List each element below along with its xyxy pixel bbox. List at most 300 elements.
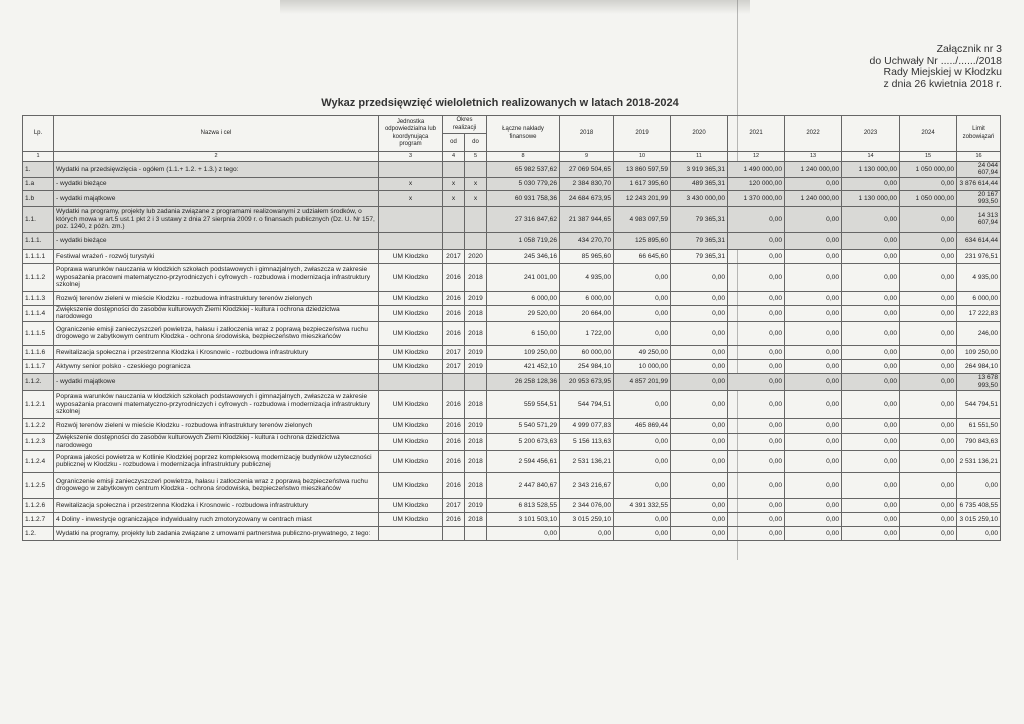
cell-y2021: 0,00 — [728, 249, 785, 263]
cell-from: 2016 — [443, 305, 465, 321]
cell-y2024: 0,00 — [900, 418, 957, 433]
cell-total: 26 258 128,36 — [487, 373, 560, 390]
table-row — [23, 263, 1001, 291]
cell-from: 2017 — [443, 249, 465, 263]
cell-y2021: 0,00 — [728, 321, 785, 345]
cell-from: 2016 — [443, 433, 465, 450]
cell-name: Poprawa warunków nauczania w kłodzkich szkołach podstawowych i gimnazjalnych, zwłaszcza w zakresie wyposażania pracowni matematyczno-przyrodniczych i cyfrowych - rozbudowa i modernizacja infrastruktury szkolnej — [54, 390, 379, 418]
cell-limit: 231 976,51 — [957, 249, 1001, 263]
table-row — [23, 359, 1001, 373]
cell-y2020: 3 430 000,00 — [671, 190, 728, 206]
cell-lp: 1.1.2.5 — [23, 472, 54, 498]
cell-from: 2016 — [443, 512, 465, 526]
cell-y2018: 20 664,00 — [560, 305, 614, 321]
table-row — [23, 472, 1001, 498]
cell-limit: 6 735 408,55 — [957, 498, 1001, 512]
header-2024: 2024 — [900, 116, 957, 152]
cell-lp: 1.1.1.5 — [23, 321, 54, 345]
cell-y2022: 0,00 — [785, 526, 842, 540]
cell-from: 2016 — [443, 390, 465, 418]
cell-lp: 1.1. — [23, 206, 54, 232]
cell-y2023: 0,00 — [842, 512, 900, 526]
header-2021: 2021 — [728, 116, 785, 152]
cell-unit: UM Kłodzko — [379, 291, 443, 305]
cell-y2023: 0,00 — [842, 321, 900, 345]
cell-unit: UM Kłodzko — [379, 321, 443, 345]
cell-name: 4 Doliny - inwestycje ograniczające indywidualny ruch zmotoryzowany w centrach miast — [54, 512, 379, 526]
cell-from: 2016 — [443, 450, 465, 472]
cell-y2024: 0,00 — [900, 177, 957, 190]
cell-y2023: 0,00 — [842, 526, 900, 540]
cell-y2018: 27 069 504,65 — [560, 162, 614, 178]
cell-limit: 13 678 993,50 — [957, 373, 1001, 390]
cell-lp: 1.2. — [23, 526, 54, 540]
header-name: Nazwa i cel — [54, 116, 379, 152]
header-limit: Limit zobowiązań — [957, 116, 1001, 152]
cell-y2024: 0,00 — [900, 206, 957, 232]
cell-y2020: 0,00 — [671, 418, 728, 433]
cell-unit: UM Kłodzko — [379, 512, 443, 526]
cell-y2018: 60 000,00 — [560, 345, 614, 359]
cell-y2021: 0,00 — [728, 418, 785, 433]
cell-y2020: 0,00 — [671, 359, 728, 373]
column-number: 1 — [23, 152, 54, 162]
table-row — [23, 450, 1001, 472]
cell-y2020: 79 365,31 — [671, 232, 728, 249]
cell-y2023: 0,00 — [842, 373, 900, 390]
cell-y2022: 0,00 — [785, 433, 842, 450]
table-row — [23, 305, 1001, 321]
cell-unit: x — [379, 177, 443, 190]
cell-y2023: 0,00 — [842, 305, 900, 321]
table-row — [23, 418, 1001, 433]
cell-y2024: 0,00 — [900, 472, 957, 498]
cell-y2023: 0,00 — [842, 498, 900, 512]
cell-total: 65 982 537,62 — [487, 162, 560, 178]
cell-y2021: 0,00 — [728, 472, 785, 498]
cell-y2018: 5 156 113,63 — [560, 433, 614, 450]
cell-unit — [379, 526, 443, 540]
cell-to: 2018 — [465, 390, 487, 418]
projects-table — [22, 115, 1001, 541]
cell-to: 2018 — [465, 433, 487, 450]
cell-y2020: 0,00 — [671, 512, 728, 526]
cell-name: Ograniczenie emisji zanieczyszczeń powietrza, hałasu i zatłoczenia wraz z poprawą bezpieczeństwa ruchu drogowego w zabytkowym centrum Kłodzka - ochrona środowiska, bezpieczeństwo mieszkańców — [54, 472, 379, 498]
cell-lp: 1.1.2. — [23, 373, 54, 390]
cell-y2019: 0,00 — [614, 305, 671, 321]
cell-limit: 3 015 259,10 — [957, 512, 1001, 526]
cell-lp: 1.b — [23, 190, 54, 206]
cell-unit: x — [379, 190, 443, 206]
cell-y2020: 0,00 — [671, 345, 728, 359]
cell-from: x — [443, 177, 465, 190]
cell-name: Rewitalizacja społeczna i przestrzenna Kłodzka i Krosnowic - rozbudowa infrastruktury — [54, 498, 379, 512]
cell-total: 6 150,00 — [487, 321, 560, 345]
cell-total: 6 000,00 — [487, 291, 560, 305]
cell-from: 2016 — [443, 263, 465, 291]
cell-y2022: 0,00 — [785, 418, 842, 433]
cell-y2022: 0,00 — [785, 450, 842, 472]
cell-y2018: 20 953 673,95 — [560, 373, 614, 390]
cell-y2024: 0,00 — [900, 498, 957, 512]
cell-lp: 1.1.2.1 — [23, 390, 54, 418]
cell-unit: UM Kłodzko — [379, 249, 443, 263]
cell-limit: 634 614,44 — [957, 232, 1001, 249]
cell-y2021: 0,00 — [728, 263, 785, 291]
cell-to — [465, 232, 487, 249]
cell-y2020: 0,00 — [671, 433, 728, 450]
cell-name: - wydatki bieżące — [54, 232, 379, 249]
cell-y2018: 24 684 673,95 — [560, 190, 614, 206]
cell-y2018: 2 531 136,21 — [560, 450, 614, 472]
cell-unit — [379, 162, 443, 178]
cell-total: 241 001,00 — [487, 263, 560, 291]
cell-y2024: 0,00 — [900, 291, 957, 305]
cell-limit: 264 984,10 — [957, 359, 1001, 373]
attachment-line-4: z dnia 26 kwietnia 2018 r. — [883, 77, 1002, 90]
cell-y2022: 0,00 — [785, 345, 842, 359]
cell-y2024: 0,00 — [900, 232, 957, 249]
cell-lp: 1.1.2.7 — [23, 512, 54, 526]
cell-to: 2019 — [465, 345, 487, 359]
cell-lp: 1.1.1.7 — [23, 359, 54, 373]
cell-to — [465, 162, 487, 178]
scan-shadow — [280, 0, 750, 14]
cell-to: 2018 — [465, 321, 487, 345]
cell-limit: 6 000,00 — [957, 291, 1001, 305]
cell-limit: 0,00 — [957, 472, 1001, 498]
cell-limit: 3 876 614,44 — [957, 177, 1001, 190]
cell-y2020: 79 365,31 — [671, 206, 728, 232]
cell-limit: 790 843,63 — [957, 433, 1001, 450]
cell-y2021: 0,00 — [728, 498, 785, 512]
cell-y2024: 0,00 — [900, 373, 957, 390]
header-period: Okres realizacji — [443, 116, 487, 134]
cell-y2021: 0,00 — [728, 373, 785, 390]
cell-y2020: 0,00 — [671, 263, 728, 291]
cell-y2021: 0,00 — [728, 291, 785, 305]
cell-name: Festiwal wrażeń - rozwój turystyki — [54, 249, 379, 263]
cell-y2020: 3 919 365,31 — [671, 162, 728, 178]
cell-y2022: 0,00 — [785, 321, 842, 345]
cell-unit: UM Kłodzko — [379, 450, 443, 472]
cell-from: 2016 — [443, 291, 465, 305]
cell-y2021: 0,00 — [728, 206, 785, 232]
cell-y2022: 0,00 — [785, 291, 842, 305]
attachment-line-3: Rady Miejskiej w Kłodzku — [883, 66, 1002, 78]
cell-y2020: 0,00 — [671, 450, 728, 472]
cell-name: Zwiększenie dostępności do zasobów kulturowych Ziemi Kłodzkiej - kultura i ochrona dziedzictwa narodowego — [54, 305, 379, 321]
cell-y2021: 0,00 — [728, 512, 785, 526]
cell-unit: UM Kłodzko — [379, 433, 443, 450]
cell-limit: 4 935,00 — [957, 263, 1001, 291]
cell-y2019: 0,00 — [614, 526, 671, 540]
cell-y2018: 0,00 — [560, 526, 614, 540]
cell-y2024: 0,00 — [900, 345, 957, 359]
cell-total: 5 540 571,29 — [487, 418, 560, 433]
header-2018: 2018 — [560, 116, 614, 152]
cell-y2023: 0,00 — [842, 450, 900, 472]
cell-name: - wydatki majątkowe — [54, 373, 379, 390]
cell-limit: 17 222,83 — [957, 305, 1001, 321]
cell-lp: 1.a — [23, 177, 54, 190]
cell-y2018: 434 270,70 — [560, 232, 614, 249]
table-row — [23, 206, 1001, 232]
cell-y2022: 0,00 — [785, 177, 842, 190]
cell-y2024: 0,00 — [900, 263, 957, 291]
cell-total: 109 250,00 — [487, 345, 560, 359]
cell-to: 2019 — [465, 418, 487, 433]
cell-lp: 1.1.1. — [23, 232, 54, 249]
column-number: 10 — [614, 152, 671, 162]
cell-y2024: 0,00 — [900, 450, 957, 472]
cell-from: 2017 — [443, 345, 465, 359]
table-row — [23, 321, 1001, 345]
cell-y2018: 2 384 830,70 — [560, 177, 614, 190]
cell-y2023: 0,00 — [842, 291, 900, 305]
column-number: 5 — [465, 152, 487, 162]
cell-y2021: 1 490 000,00 — [728, 162, 785, 178]
cell-unit — [379, 232, 443, 249]
cell-y2018: 544 794,51 — [560, 390, 614, 418]
cell-to — [465, 206, 487, 232]
cell-y2024: 1 050 000,00 — [900, 190, 957, 206]
cell-limit: 14 313 607,94 — [957, 206, 1001, 232]
column-number: 4 — [443, 152, 465, 162]
header-to: do — [465, 134, 487, 152]
cell-y2023: 0,00 — [842, 359, 900, 373]
cell-y2018: 21 387 944,65 — [560, 206, 614, 232]
table-row — [23, 162, 1001, 178]
cell-y2020: 0,00 — [671, 305, 728, 321]
attachment-note — [782, 44, 1002, 90]
cell-y2020: 79 365,31 — [671, 249, 728, 263]
cell-y2024: 0,00 — [900, 390, 957, 418]
column-number: 2 — [54, 152, 379, 162]
header-2019: 2019 — [614, 116, 671, 152]
cell-y2023: 0,00 — [842, 390, 900, 418]
cell-lp: 1. — [23, 162, 54, 178]
cell-from: 2017 — [443, 498, 465, 512]
cell-y2022: 1 240 000,00 — [785, 190, 842, 206]
cell-lp: 1.1.2.4 — [23, 450, 54, 472]
cell-y2023: 0,00 — [842, 433, 900, 450]
cell-y2022: 0,00 — [785, 249, 842, 263]
cell-name: Wydatki na programy, projekty lub zadania związane z programami realizowanymi z udziałem środków, o których mowa w art.5 ust.1 pkt 2 i 3 ustawy z dnia 27 sierpnia 2009 r. o finansach publicznych (Dz. U. Nr 157, poz. 1240, z późn. zm.) — [54, 206, 379, 232]
cell-lp: 1.1.1.6 — [23, 345, 54, 359]
cell-from — [443, 373, 465, 390]
cell-y2024: 1 050 000,00 — [900, 162, 957, 178]
cell-from: 2016 — [443, 472, 465, 498]
column-number: 3 — [379, 152, 443, 162]
cell-y2021: 0,00 — [728, 345, 785, 359]
cell-from: 2016 — [443, 418, 465, 433]
cell-name: Rewitalizacja społeczna i przestrzenna Kłodzka i Krosnowic - rozbudowa infrastruktury — [54, 345, 379, 359]
cell-unit: UM Kłodzko — [379, 305, 443, 321]
header-unit: Jednostka odpowiedzialna lub koordynująca program — [379, 116, 443, 152]
cell-y2019: 10 000,00 — [614, 359, 671, 373]
column-number-row — [23, 152, 1001, 162]
cell-y2018: 2 343 216,67 — [560, 472, 614, 498]
cell-y2021: 1 370 000,00 — [728, 190, 785, 206]
cell-lp: 1.1.1.4 — [23, 305, 54, 321]
cell-y2020: 0,00 — [671, 472, 728, 498]
header-2022: 2022 — [785, 116, 842, 152]
cell-unit: UM Kłodzko — [379, 472, 443, 498]
column-number: 13 — [785, 152, 842, 162]
table-row — [23, 390, 1001, 418]
cell-from — [443, 232, 465, 249]
cell-y2024: 0,00 — [900, 305, 957, 321]
header-total: Łączne nakłady finansowe — [487, 116, 560, 152]
cell-y2024: 0,00 — [900, 359, 957, 373]
cell-y2024: 0,00 — [900, 249, 957, 263]
cell-y2020: 0,00 — [671, 526, 728, 540]
cell-y2022: 0,00 — [785, 206, 842, 232]
cell-y2020: 489 365,31 — [671, 177, 728, 190]
cell-y2018: 2 344 076,00 — [560, 498, 614, 512]
document-title: Wykaz przedsięwzięć wieloletnich realizowanych w latach 2018-2024 — [321, 97, 679, 109]
cell-unit: UM Kłodzko — [379, 345, 443, 359]
cell-to: 2019 — [465, 498, 487, 512]
header-lp: Lp. — [23, 116, 54, 152]
cell-total: 5 200 673,63 — [487, 433, 560, 450]
cell-to: 2019 — [465, 291, 487, 305]
cell-total: 60 931 758,36 — [487, 190, 560, 206]
table-body — [23, 162, 1001, 541]
cell-limit: 61 551,50 — [957, 418, 1001, 433]
cell-y2022: 0,00 — [785, 472, 842, 498]
cell-total: 6 813 528,55 — [487, 498, 560, 512]
cell-y2019: 13 860 597,59 — [614, 162, 671, 178]
cell-unit: UM Kłodzko — [379, 418, 443, 433]
cell-to — [465, 373, 487, 390]
table-row — [23, 526, 1001, 540]
cell-y2021: 0,00 — [728, 359, 785, 373]
cell-name: Poprawa warunków nauczania w kłodzkich szkołach podstawowych i gimnazjalnych, zwłaszcza w zakresie wyposażania pracowni matematyczno-przyrodniczych i cyfrowych - rozbudowa i modernizacja infrastruktury szkolnej — [54, 263, 379, 291]
cell-unit — [379, 206, 443, 232]
cell-from: 2016 — [443, 321, 465, 345]
cell-y2019: 4 857 201,99 — [614, 373, 671, 390]
cell-y2021: 120 000,00 — [728, 177, 785, 190]
cell-y2021: 0,00 — [728, 390, 785, 418]
table-row — [23, 373, 1001, 390]
cell-y2019: 0,00 — [614, 450, 671, 472]
cell-y2018: 4 999 077,83 — [560, 418, 614, 433]
cell-total: 2 447 840,67 — [487, 472, 560, 498]
cell-y2018: 4 935,00 — [560, 263, 614, 291]
cell-name: Rozwój terenów zieleni w mieście Kłodzku - rozbudowa infrastruktury terenów zielonych — [54, 418, 379, 433]
cell-y2018: 3 015 259,10 — [560, 512, 614, 526]
cell-y2021: 0,00 — [728, 450, 785, 472]
cell-total: 27 316 847,62 — [487, 206, 560, 232]
cell-total: 245 346,16 — [487, 249, 560, 263]
cell-y2020: 0,00 — [671, 498, 728, 512]
cell-y2019: 0,00 — [614, 433, 671, 450]
cell-y2023: 0,00 — [842, 345, 900, 359]
cell-total: 0,00 — [487, 526, 560, 540]
cell-lp: 1.1.2.3 — [23, 433, 54, 450]
cell-y2022: 1 240 000,00 — [785, 162, 842, 178]
cell-y2024: 0,00 — [900, 512, 957, 526]
cell-y2023: 0,00 — [842, 206, 900, 232]
cell-to: 2018 — [465, 472, 487, 498]
cell-y2019: 0,00 — [614, 291, 671, 305]
cell-y2022: 0,00 — [785, 498, 842, 512]
cell-y2019: 1 617 395,60 — [614, 177, 671, 190]
cell-y2023: 0,00 — [842, 418, 900, 433]
cell-to: 2020 — [465, 249, 487, 263]
cell-to: x — [465, 177, 487, 190]
cell-y2022: 0,00 — [785, 232, 842, 249]
cell-y2024: 0,00 — [900, 526, 957, 540]
cell-to: 2018 — [465, 263, 487, 291]
cell-y2019: 465 869,44 — [614, 418, 671, 433]
cell-name: - wydatki bieżące — [54, 177, 379, 190]
cell-y2020: 0,00 — [671, 373, 728, 390]
cell-y2019: 125 895,60 — [614, 232, 671, 249]
column-number: 9 — [560, 152, 614, 162]
cell-y2024: 0,00 — [900, 321, 957, 345]
cell-y2021: 0,00 — [728, 526, 785, 540]
cell-to: 2019 — [465, 359, 487, 373]
cell-y2022: 0,00 — [785, 390, 842, 418]
table-row — [23, 291, 1001, 305]
cell-limit: 544 794,51 — [957, 390, 1001, 418]
cell-lp: 1.1.1.2 — [23, 263, 54, 291]
cell-name: Poprawa jakości powietrza w Kotlinie Kłodzkiej poprzez kompleksową modernizację budynków użyteczności publicznej w Kłodzku - rozbudowa i modernizacja infrastruktury publicznej — [54, 450, 379, 472]
cell-unit: UM Kłodzko — [379, 498, 443, 512]
cell-y2021: 0,00 — [728, 433, 785, 450]
cell-y2023: 1 130 000,00 — [842, 190, 900, 206]
cell-y2021: 0,00 — [728, 305, 785, 321]
cell-y2018: 6 000,00 — [560, 291, 614, 305]
cell-name: Wydatki na przedsięwzięcia - ogółem (1.1.+ 1.2. + 1.3.) z tego: — [54, 162, 379, 178]
cell-y2024: 0,00 — [900, 433, 957, 450]
cell-to: 2018 — [465, 450, 487, 472]
table-row — [23, 232, 1001, 249]
cell-y2018: 254 984,10 — [560, 359, 614, 373]
cell-y2020: 0,00 — [671, 321, 728, 345]
cell-y2023: 1 130 000,00 — [842, 162, 900, 178]
cell-unit — [379, 373, 443, 390]
table-row — [23, 190, 1001, 206]
cell-to: 2018 — [465, 512, 487, 526]
cell-limit: 246,00 — [957, 321, 1001, 345]
cell-limit: 109 250,00 — [957, 345, 1001, 359]
header-from: od — [443, 134, 465, 152]
cell-total: 421 452,10 — [487, 359, 560, 373]
cell-total: 3 101 503,10 — [487, 512, 560, 526]
cell-unit: UM Kłodzko — [379, 263, 443, 291]
column-number: 15 — [900, 152, 957, 162]
table-row — [23, 177, 1001, 190]
column-number: 14 — [842, 152, 900, 162]
cell-from — [443, 162, 465, 178]
cell-name: Zwiększenie dostępności do zasobów kulturowych Ziemi Kłodzkiej - kultura i ochrona dziedzictwa narodowego — [54, 433, 379, 450]
column-number: 11 — [671, 152, 728, 162]
cell-y2021: 0,00 — [728, 232, 785, 249]
cell-lp: 1.1.2.2 — [23, 418, 54, 433]
cell-to — [465, 526, 487, 540]
cell-y2019: 0,00 — [614, 321, 671, 345]
cell-y2019: 49 250,00 — [614, 345, 671, 359]
cell-total: 5 030 779,26 — [487, 177, 560, 190]
column-number: 16 — [957, 152, 1001, 162]
cell-y2023: 0,00 — [842, 177, 900, 190]
table-row — [23, 249, 1001, 263]
table-row — [23, 498, 1001, 512]
